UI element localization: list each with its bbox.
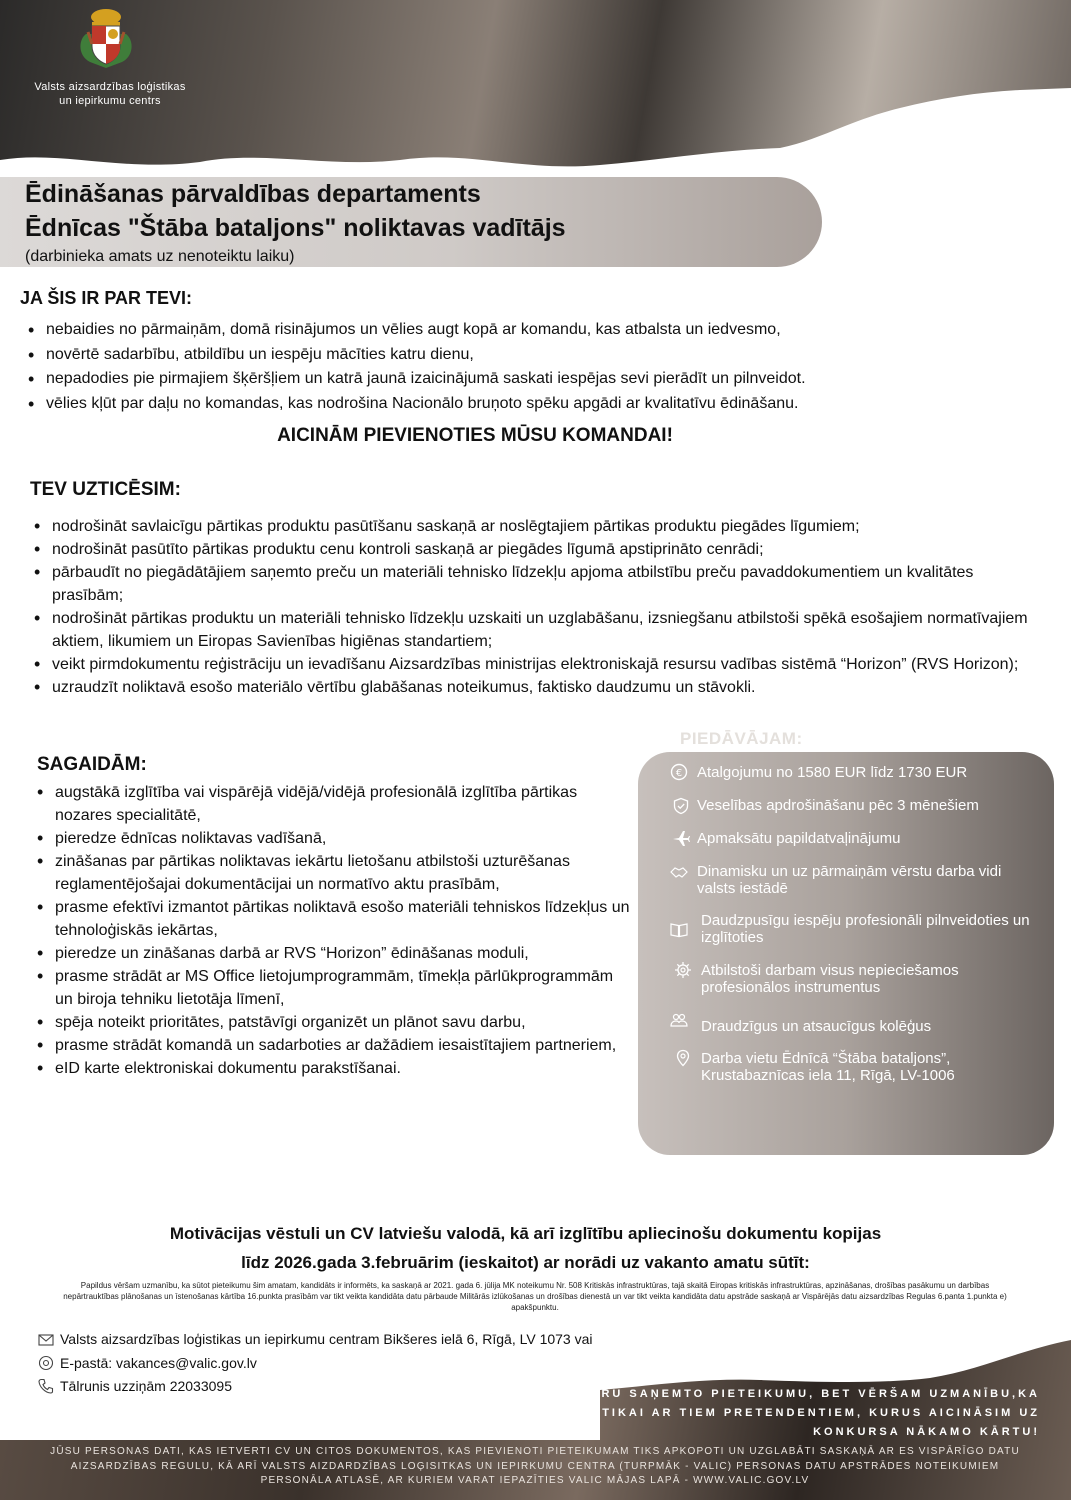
list-item: • nepadodies pie pirmajiem šķēršļiem un katrā jaunā izaicinājumā saskati iespējas sevi pierādīt un pilnveidot.	[24, 367, 1024, 392]
list-item: • pieredze un zināšanas darbā ar RVS “Horizon” ēdināšanas moduli,	[33, 942, 633, 965]
department-title: Ēdināšanas pārvaldības departaments	[25, 180, 481, 208]
list-item: • uzraudzīt noliktavā esošo materiālo vērtību glabāšanas noteikumus, faktisko daudzumu un stāvokli.	[30, 676, 1030, 699]
offer-item: Atalgojumu no 1580 EUR līdz 1730 EUR	[697, 764, 968, 781]
offer-item: Darba vietu Ēdnīcā “Štāba bataljons”, Krustabaznīcas iela 11, Rīgā, LV-1006	[701, 1050, 955, 1084]
envelope-icon	[38, 1332, 54, 1348]
call-to-action: AICINĀM PIEVIENOTIES MŪSU KOMANDAI!	[277, 425, 673, 446]
selection-notice-line-3: KONKURSA NĀKAMO KĀRTU!	[813, 1426, 1040, 1438]
shield-icon	[672, 797, 690, 815]
selection-notice	[370, 1385, 1040, 1442]
duties-list	[30, 515, 1030, 699]
org-line-2: un iepirkumu centrs	[59, 95, 161, 107]
requirements-list	[33, 781, 633, 1080]
duties-heading: TEV UZTICĒSIM:	[30, 479, 181, 500]
application-deadline: līdz 2026.gada 3.februārim (ieskaitot) ar norādi uz vakanto amatu sūtīt:	[241, 1253, 810, 1272]
position-subtitle: (darbinieka amats uz nenoteiktu laiku)	[25, 248, 295, 265]
organization-name	[20, 80, 200, 108]
offer-item: Atbilstoši darbam visus nepieciešamos profesionālos instrumentus	[701, 962, 959, 996]
list-item: • nodrošināt savlaicīgu pārtikas produktu pasūtīšanu saskaņā ar noslēgtajiem pārtikas produktu piegādes līgumiem;	[30, 515, 1030, 538]
list-item: • vēlies kļūt par daļu no komandas, kas nodrošina Nacionālo bruņoto spēku apgādi ar kvalitatīvu ēdināšanu.	[24, 392, 1024, 417]
list-item: • nodrošināt pasūtīto pārtikas produktu cenu kontroli saskaņā ar piegādes līgumā apstiprināto cenrādi;	[30, 538, 1030, 561]
application-instructions-line-1: Motivācijas vēstuli un CV latviešu valodā, kā arī izglītību apliecinošu dokumentu kopijas	[169, 1224, 882, 1243]
list-item: • novērtē sadarbību, atbildību un iespēju mācīties katru dienu,	[24, 343, 1024, 368]
offer-item: Apmaksātu papildatvaļinājumu	[697, 830, 901, 847]
org-line-1: Valsts aizsardzības loģistikas	[34, 81, 186, 93]
phone-contact: Tālrunis uzziņām 22033095	[60, 1378, 232, 1394]
email-contact: E-pastā: vakances@valic.gov.lv	[60, 1355, 257, 1371]
offer-item: Veselības apdrošināšanu pēc 3 mēnešiem	[697, 797, 979, 814]
airplane-icon	[672, 829, 690, 847]
at-sign-icon	[38, 1355, 54, 1371]
gear-icon	[674, 961, 692, 979]
list-item: • veikt pirmdokumentu reģistrāciju un ievadīšanu Aizsardzības ministrijas elektroniskajā resursu vadības sistēmā “Horizon” (RVS Horizon);	[30, 653, 1030, 676]
about-you-list	[24, 318, 1024, 416]
offer-item: Dinamisku un uz pārmaiņām vērstu darba vidi valsts iestādē	[697, 863, 1002, 897]
coat-of-arms-logo	[70, 4, 142, 72]
list-item: • prasme strādāt ar MS Office lietojumprogrammām, tīmekļa pārlūkprogrammām un biroja tehniku lietotāja līmenī,	[33, 965, 633, 1011]
postal-address: Valsts aizsardzības loģistikas un iepirkumu centram Bikšeres ielā 6, Rīgā, LV 1073 vai	[60, 1331, 593, 1347]
offer-heading: PIEDĀVĀJAM:	[680, 729, 803, 748]
phone-icon	[38, 1378, 54, 1394]
book-icon	[670, 921, 688, 939]
privacy-notice: JŪSU PERSONAS DATI, KAS IETVERTI CV UN CITOS DOKUMENTOS, KAS PIEVIENOTI PIETEIKUMAM TIKS APKOPOTI UN UZGLABĀTI SASKAŅĀ AR ES VISPĀRĪGO DATU AIZSARDZĪBAS REGULU, KĀ ARĪ VALSTS AIZDARDZĪBAS LOĢISITKAS UN IEPIRKUMU CENTRA (TURPMĀK - VALIC) PERSONAS DATU APSTRĀDES NOTEIKUMIEM PERSONĀLA ATLASĒ, AR KURIEM VARAT IEPAZĪTIES VALIC MĀJAS LAPĀ - WWW.VALIC.GOV.LV	[50, 1446, 1020, 1486]
people-icon	[670, 1011, 688, 1029]
selection-notice-line-1: PRIECĀJAMIES PAR KATRU SAŅEMTO PIETEIKUMU, BET VĒRŠAM UZMANĪBU,KA	[408, 1388, 1040, 1400]
legal-notice: Papildus vēršam uzmanību, ka sūtot pieteikumu šim amatam, kandidāts ir informēts, ka saskaņā ar 2021. gada 6. jūlija MK noteikumu Nr. 508 Kritiskās infrastruktūras, tajā skaitā Eiropas kritiskās infrastruktūras, apzināšanas, drošības pasākumu un darbības nepārtrauktības plānošanas un īstenošanas kārtība 16.punkta prasībām var tikt veikta kandidāta datu pārbaude Militārās izlūkošanas un drošības dienestā un var tikt veikta kandidāta datu apstrāde saskaņā ar Vispārējās datu aizsardzības Regulas 6.panta 1.punkta e) apakšpunktu.	[63, 1281, 1007, 1312]
list-item: • spēja noteikt prioritātes, patstāvīgi organizēt un plānot savu darbu,	[33, 1011, 633, 1034]
list-item: • zināšanas par pārtikas noliktavas iekārtu lietošanu atbilstoši uzturēšanas reglamentējošajai dokumentācijai un normatīvo aktu prasībām,	[33, 850, 633, 896]
euro-icon	[670, 763, 688, 781]
list-item: • nebaidies no pārmaiņām, domā risinājumos un vēlies augt kopā ar komandu, kas atbalsta un iedvesmo,	[24, 318, 1024, 343]
list-item: • prasme strādāt komandā un sadarboties ar dažādiem iesaistītajiem partneriem,	[33, 1034, 633, 1057]
offer-item: Draudzīgus un atsaucīgus kolēģus	[701, 1018, 932, 1035]
location-pin-icon	[674, 1049, 692, 1067]
handshake-icon	[670, 864, 688, 882]
list-item: • nodrošināt pārtikas produktu un materiāli tehnisko līdzekļu uzskaiti un uzglabāšanu, izsniegšanu atbilstoši spēkā esošajiem normatīvajiem aktiem, likumiem un Eiropas Savienības higiēnas standartiem;	[30, 607, 1030, 653]
position-title: Ēdnīcas "Štāba bataljons" noliktavas vadītājs	[25, 214, 566, 242]
offer-item: Daudzpusīgu iespēju profesionāli pilnveidoties un izglītoties	[701, 912, 1030, 946]
list-item: • augstākā izglītība vai vispārējā vidējā/vidējā profesionālā izglītība pārtikas nozares specialitātē,	[33, 781, 633, 827]
list-item: • prasme efektīvi izmantot pārtikas noliktavā esošo materiāli tehniskos līdzekļus un tehnoloģiskās iekārtas,	[33, 896, 633, 942]
about-you-heading: JA ŠIS IR PAR TEVI:	[20, 288, 193, 308]
list-item: • eID karte elektroniskai dokumentu parakstīšanai.	[33, 1057, 633, 1080]
requirements-heading: SAGAIDĀM:	[37, 754, 147, 775]
svg-text:€: €	[675, 768, 683, 779]
list-item: • pārbaudīt no piegādātājiem saņemto preču un materiāli tehnisko līdzekļu apjoma atbilstību preču pavaddokumentiem un kvalitātes prasībām;	[30, 561, 1030, 607]
selection-notice-line-2: INDIVIDUĀLI SAZINĀSIMIES TIKAI AR TIEM PRETENDENTIEM, KURUS AICINĀSIM UZ	[376, 1407, 1040, 1419]
list-item: • pieredze ēdnīcas noliktavas vadīšanā,	[33, 827, 633, 850]
